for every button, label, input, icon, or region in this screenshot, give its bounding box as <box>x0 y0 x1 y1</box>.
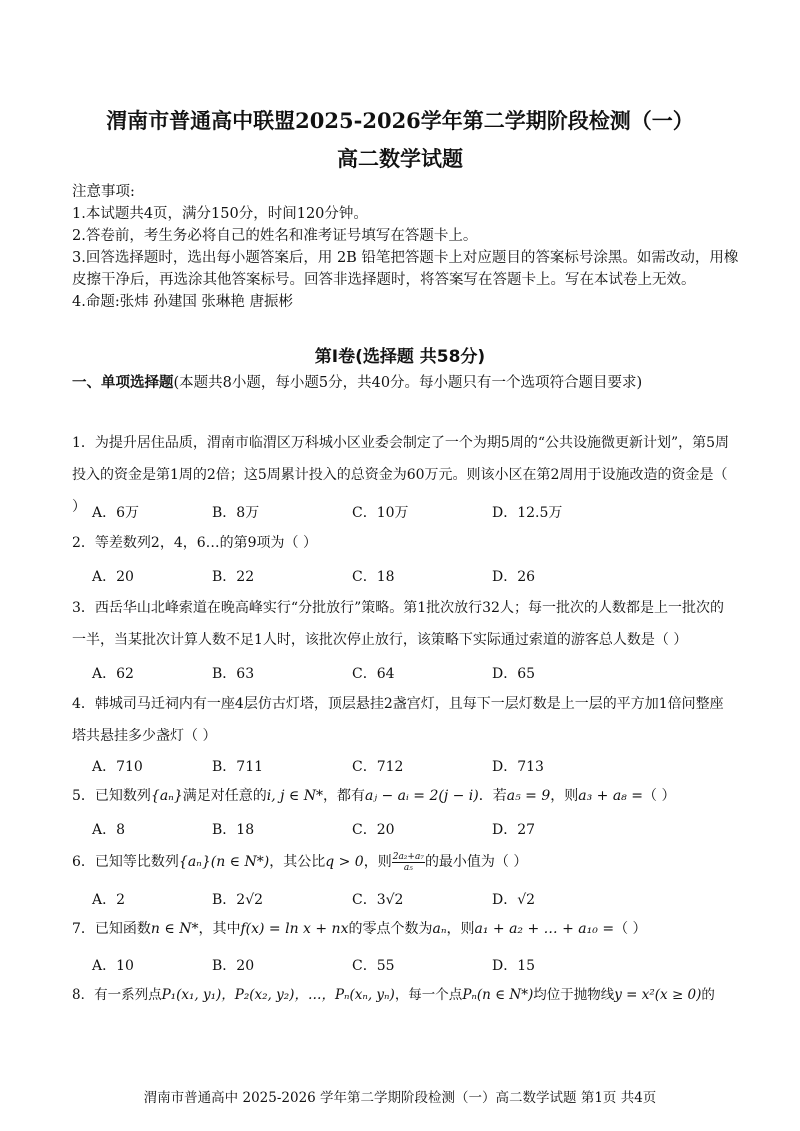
option-a: A．62 <box>92 666 134 682</box>
question-text: ．若 <box>478 788 507 804</box>
option-c: C．18 <box>352 569 395 585</box>
question-text: 的 <box>701 987 715 1003</box>
option-b: B．2√2 <box>212 892 264 908</box>
option-d: D．√2 <box>492 892 536 908</box>
option-b: B．63 <box>212 666 255 682</box>
option-b: B．8万 <box>212 505 260 521</box>
question-text: =（ ） <box>626 788 676 804</box>
question-text: 7．已知函数 <box>72 921 151 937</box>
question-text: 的零点个数为 <box>348 921 433 937</box>
option-d: D．65 <box>492 666 536 682</box>
math-expression: P₁(x₁, y₁)，P₂(x₂, y₂)，…，Pₙ(xₙ, yₙ) <box>161 987 395 1003</box>
math-expression: i, j ∈ N* <box>266 788 323 804</box>
question-text: ，每一个点 <box>394 987 463 1003</box>
part-heading-line <box>72 371 752 392</box>
option-c: C．55 <box>352 958 395 974</box>
question-text: 5．已知数列 <box>72 788 151 804</box>
question-text: 的最小值为（ ） <box>424 854 528 870</box>
math-expression: q > 0 <box>325 854 364 870</box>
question-6 <box>72 846 734 878</box>
option-c: C．10万 <box>352 505 409 521</box>
question-text: 6．已知等比数列 <box>72 854 179 870</box>
option-a: A．8 <box>92 822 126 838</box>
question-text: ，则 <box>550 788 579 804</box>
option-d: D．26 <box>492 569 536 585</box>
question-text: ，则 <box>446 921 475 937</box>
question-text: ，则 <box>363 854 392 870</box>
option-d: D．713 <box>492 759 544 775</box>
math-expression: {aₙ}(n ∈ N*) <box>178 854 270 870</box>
instruction-item: 4.命题:张炜 孙建国 张琳艳 唐振彬 <box>72 294 294 310</box>
math-expression: a₁ + a₂ + … + a₁₀ <box>474 921 598 937</box>
question-2-options <box>92 566 732 590</box>
question-text: =（ ） <box>597 921 647 937</box>
option-b: B．711 <box>212 759 264 775</box>
part-heading: 一、单项选择题 <box>72 375 174 391</box>
exam-subtitle: 高二数学试题 <box>337 146 463 171</box>
section-title: 第Ⅰ卷(选择题 共58分) <box>314 347 486 367</box>
question-2: 2．等差数列2，4，6…的第9项为（ ） <box>72 535 317 551</box>
question-1-options <box>92 502 732 526</box>
part-description: (本题共8小题，每小题5分，共40分。每小题只有一个选项符合题目要求) <box>173 375 643 391</box>
option-c: C．3√2 <box>352 892 404 908</box>
fraction <box>392 852 425 873</box>
question-5 <box>72 780 734 812</box>
question-3: 3．西岳华山北峰索道在晚高峰实行“分批放行”策略。第1批次放行32人；每一批次的人数都是上一批次的一半，当某批次计算人数不足1人时，该批次停止放行，该策略下实际通过索道的游客总人数是（ ） <box>72 600 724 648</box>
instruction-item: 3.回答选择题时，选出每小题答案后，用 2B 铅笔把答题卡上对应题目的答案标号涂黑。如需改动，用橡皮擦干净后，再选涂其他答案标号。回答非选择题时，将答案写在答题卡上。写在本试卷上无效。 <box>72 250 739 288</box>
option-a: A．20 <box>92 569 134 585</box>
instruction-item: 1.本试题共4页，满分150分，时间120分钟。 <box>72 206 368 222</box>
page-footer: 渭南市普通高中 2025-2026 学年第二学期阶段检测（一）高二数学试题 第1页 共4页 <box>143 1090 657 1106</box>
math-expression: n ∈ N* <box>150 921 199 937</box>
option-d: D．15 <box>492 958 536 974</box>
question-7-options <box>92 955 732 979</box>
option-b: B．20 <box>212 958 255 974</box>
question-4-options <box>92 756 732 780</box>
math-expression: f(x) = ln x + nx <box>240 921 349 937</box>
instructions <box>72 181 742 313</box>
question-text: 均位于抛物线 <box>533 987 615 1003</box>
option-b: B．22 <box>212 569 255 585</box>
math-expression: aₙ <box>432 921 447 937</box>
option-a: A．2 <box>92 892 126 908</box>
question-text: ，其中 <box>198 921 241 937</box>
question-text: ，都有 <box>323 788 365 804</box>
question-text: ，其公比 <box>269 854 326 870</box>
option-c: C．64 <box>352 666 395 682</box>
option-a: A．10 <box>92 958 134 974</box>
math-expression: {aₙ} <box>150 788 183 804</box>
option-a: A．6万 <box>92 505 140 521</box>
option-c: C．712 <box>352 759 404 775</box>
question-8 <box>72 979 734 1011</box>
question-3-options <box>92 663 732 687</box>
fraction-denominator: a₅ <box>403 862 413 873</box>
math-expression: a₃ + a₈ <box>578 788 627 804</box>
question-1: 1．为提升居住品质，渭南市临渭区万科城小区业委会制定了一个为期5周的“公共设施微更新计划”，第5周投入的资金是第1周的2倍；这5周累计投入的总资金为60万元。则该小区在第2周用于设施改造的资金是（ ） <box>72 435 730 515</box>
math-expression: aⱼ − aᵢ = 2(j − i) <box>365 788 479 804</box>
math-expression: y = x²(x ≥ 0) <box>614 987 702 1003</box>
option-a: A．710 <box>92 759 143 775</box>
fraction-numerator: 2a₂+a₇ <box>392 851 424 862</box>
question-text: 满足对任意的 <box>182 788 267 804</box>
question-text: 8．有一系列点 <box>72 987 162 1003</box>
question-7 <box>72 913 734 945</box>
option-d: D．12.5万 <box>492 505 563 521</box>
instruction-item: 2.答卷前，考生务必将自己的姓名和准考证号填写在答题卡上。 <box>72 228 478 244</box>
exam-title: 渭南市普通高中联盟2025-2026学年第二学期阶段检测（一） <box>106 108 694 133</box>
math-expression: Pₙ(n ∈ N*) <box>462 987 534 1003</box>
question-4: 4．韩城司马迁祠内有一座4层仿古灯塔，顶层悬挂2盏宫灯，且每下一层灯数是上一层的平方加1倍问整座塔共悬挂多少盏灯（ ） <box>72 696 724 744</box>
question-5-options <box>92 819 732 843</box>
option-d: D．27 <box>492 822 536 838</box>
math-expression: a₅ = 9 <box>506 788 551 804</box>
question-6-options <box>92 889 732 913</box>
option-b: B．18 <box>212 822 255 838</box>
instructions-heading: 注意事项: <box>72 184 135 200</box>
option-c: C．20 <box>352 822 395 838</box>
